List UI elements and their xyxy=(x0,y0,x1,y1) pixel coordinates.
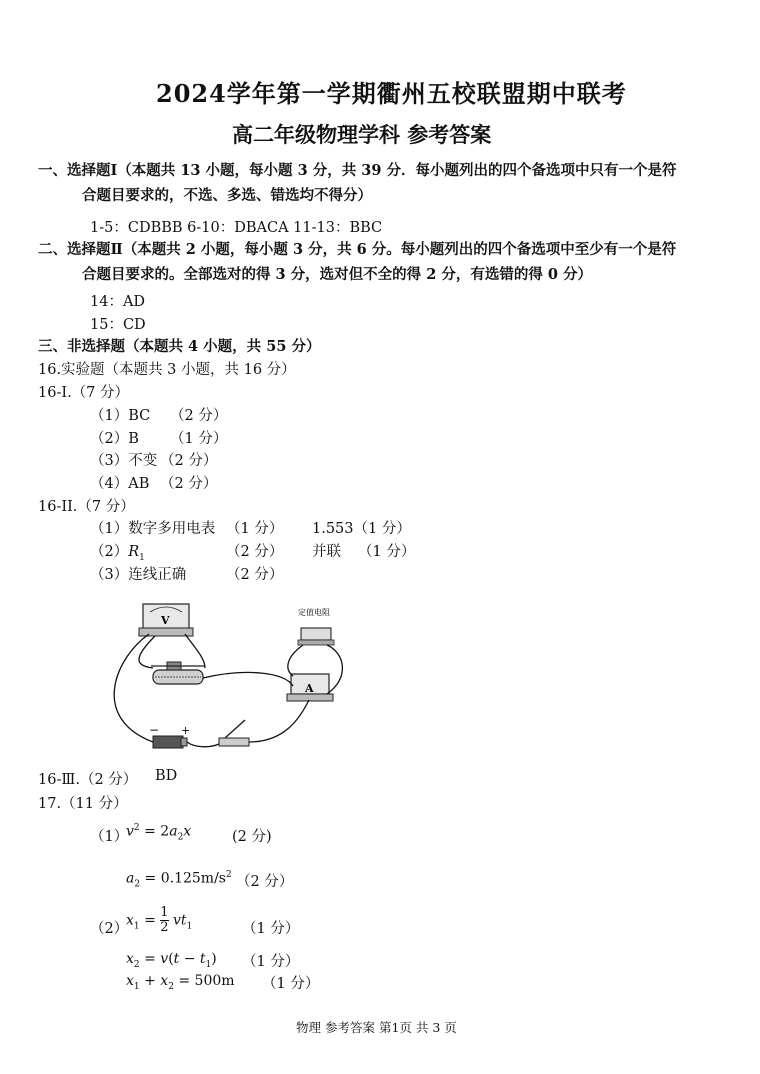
q16-1-item-3: （3）不变 xyxy=(90,453,158,469)
q17-eq4-score: （1 分） xyxy=(242,954,300,970)
q17-part2-label: （2） xyxy=(90,921,129,937)
q16-2-r2-num: （2） xyxy=(90,544,129,560)
q16-2-r1-answer: （1）数字多用电表 xyxy=(90,521,216,537)
section2-line1: 二、选择题Ⅱ（本题共 2 小题，每小题 3 分，共 6 分。每小题列出的四个备选项中至少有一个是符 xyxy=(38,241,677,258)
resistor-subscript: 1 xyxy=(139,552,145,563)
voltmeter-icon xyxy=(139,604,193,636)
q17-part1-label: （1） xyxy=(90,829,129,845)
q16-1-score-1: （2 分） xyxy=(170,408,228,424)
q16-1-score-4: （2 分） xyxy=(160,476,218,492)
q16-1-heading: 16-I.（7 分） xyxy=(38,385,130,401)
q17-eq2: $a_2 = 0.125m/s^2$ xyxy=(126,870,232,890)
resistor-symbol: R xyxy=(128,544,140,560)
page-title: 2024学年第一学期衢州五校联盟期中联考 xyxy=(156,79,627,108)
q16-2-r2-answer xyxy=(90,540,145,563)
battery-minus: − xyxy=(149,723,160,737)
q17-eq4: $x_2 = v(t - t_1)$ xyxy=(126,951,217,970)
q17-eq1: $v^2 = 2a_2x$ xyxy=(126,823,192,843)
q17-heading: 17.（11 分） xyxy=(38,796,128,812)
section1-answers: 1-5：CDBBB 6-10：DBACA 11-13：BBC xyxy=(90,220,383,236)
q17-eq1-score: (2 分) xyxy=(232,829,272,845)
rheostat-icon xyxy=(151,662,205,684)
q17-eq3: $x_1$ = $\frac{1}{2}$ $vt_1$ xyxy=(126,905,193,935)
q16-1-item-2: （2）B xyxy=(90,431,139,447)
ammeter-label: A xyxy=(305,682,314,695)
section3-heading: 三、非选择题（本题共 4 小题，共 55 分） xyxy=(38,338,321,355)
q16-2-r2-score2: （1 分） xyxy=(358,544,416,560)
ammeter-icon xyxy=(287,674,333,701)
q17-x12-value: = 500m xyxy=(178,973,235,989)
battery-icon xyxy=(149,723,190,748)
q16-3-heading: 16-Ⅲ.（2 分） xyxy=(38,772,138,788)
q16-1-item-4: （4）AB xyxy=(90,476,150,492)
q17-eq3-score: （1 分） xyxy=(242,921,300,937)
q16-3-answer: BD xyxy=(155,768,178,784)
fixed-resistor-icon xyxy=(298,607,334,645)
q16-heading: 16.实验题（本题共 3 小题，共 16 分） xyxy=(38,362,296,378)
circuit-diagram xyxy=(95,598,345,768)
q16-2-heading: 16-II.（7 分） xyxy=(38,499,135,515)
voltmeter-label: V xyxy=(161,614,170,627)
section2-line2: 合题目要求的。全部选对的得 3 分，选对但不全的得 2 分，有选错的得 0 分） xyxy=(82,266,593,283)
q17-eq2-score: （2 分） xyxy=(236,874,294,890)
q16-2-r2-score: （2 分） xyxy=(226,544,284,560)
q16-2-r1-score: （1 分） xyxy=(226,521,284,537)
page-subtitle: 高二年级物理学科 参考答案 xyxy=(232,122,492,147)
section1-line1: 一、选择题Ⅰ（本题共 13 小题，每小题 3 分，共 39 分．每小题列出的四个备选项中只有一个是符 xyxy=(38,162,677,179)
q16-1-score-3: （2 分） xyxy=(160,453,218,469)
q17-eq5-score: （1 分） xyxy=(262,976,320,992)
q16-2-r3-score: （2 分） xyxy=(226,567,284,583)
q17-eq5: $x_1 + x_2 = 500m$ xyxy=(126,973,235,992)
fixed-resistor-label: 定值电阻 xyxy=(298,608,330,617)
answer-14: 14：AD xyxy=(90,294,146,310)
battery-plus: + xyxy=(181,724,191,737)
page-footer: 物理 参考答案 第1页 共 3 页 xyxy=(296,1020,457,1035)
answer-15: 15：CD xyxy=(90,317,146,333)
q16-2-r3-answer: （3）连线正确 xyxy=(90,567,187,583)
q16-1-item-1: （1）BC xyxy=(90,408,151,424)
q16-2-r1-value: 1.553（1 分） xyxy=(312,521,411,537)
switch-icon xyxy=(219,720,249,746)
section1-line2: 合题目要求的，不选、多选、错选均不得分） xyxy=(82,187,372,204)
q17-a2-value: = 0.125m/s xyxy=(144,870,226,887)
q16-1-score-2: （1 分） xyxy=(170,431,228,447)
q16-2-r2-connection: 并联 xyxy=(312,544,341,560)
